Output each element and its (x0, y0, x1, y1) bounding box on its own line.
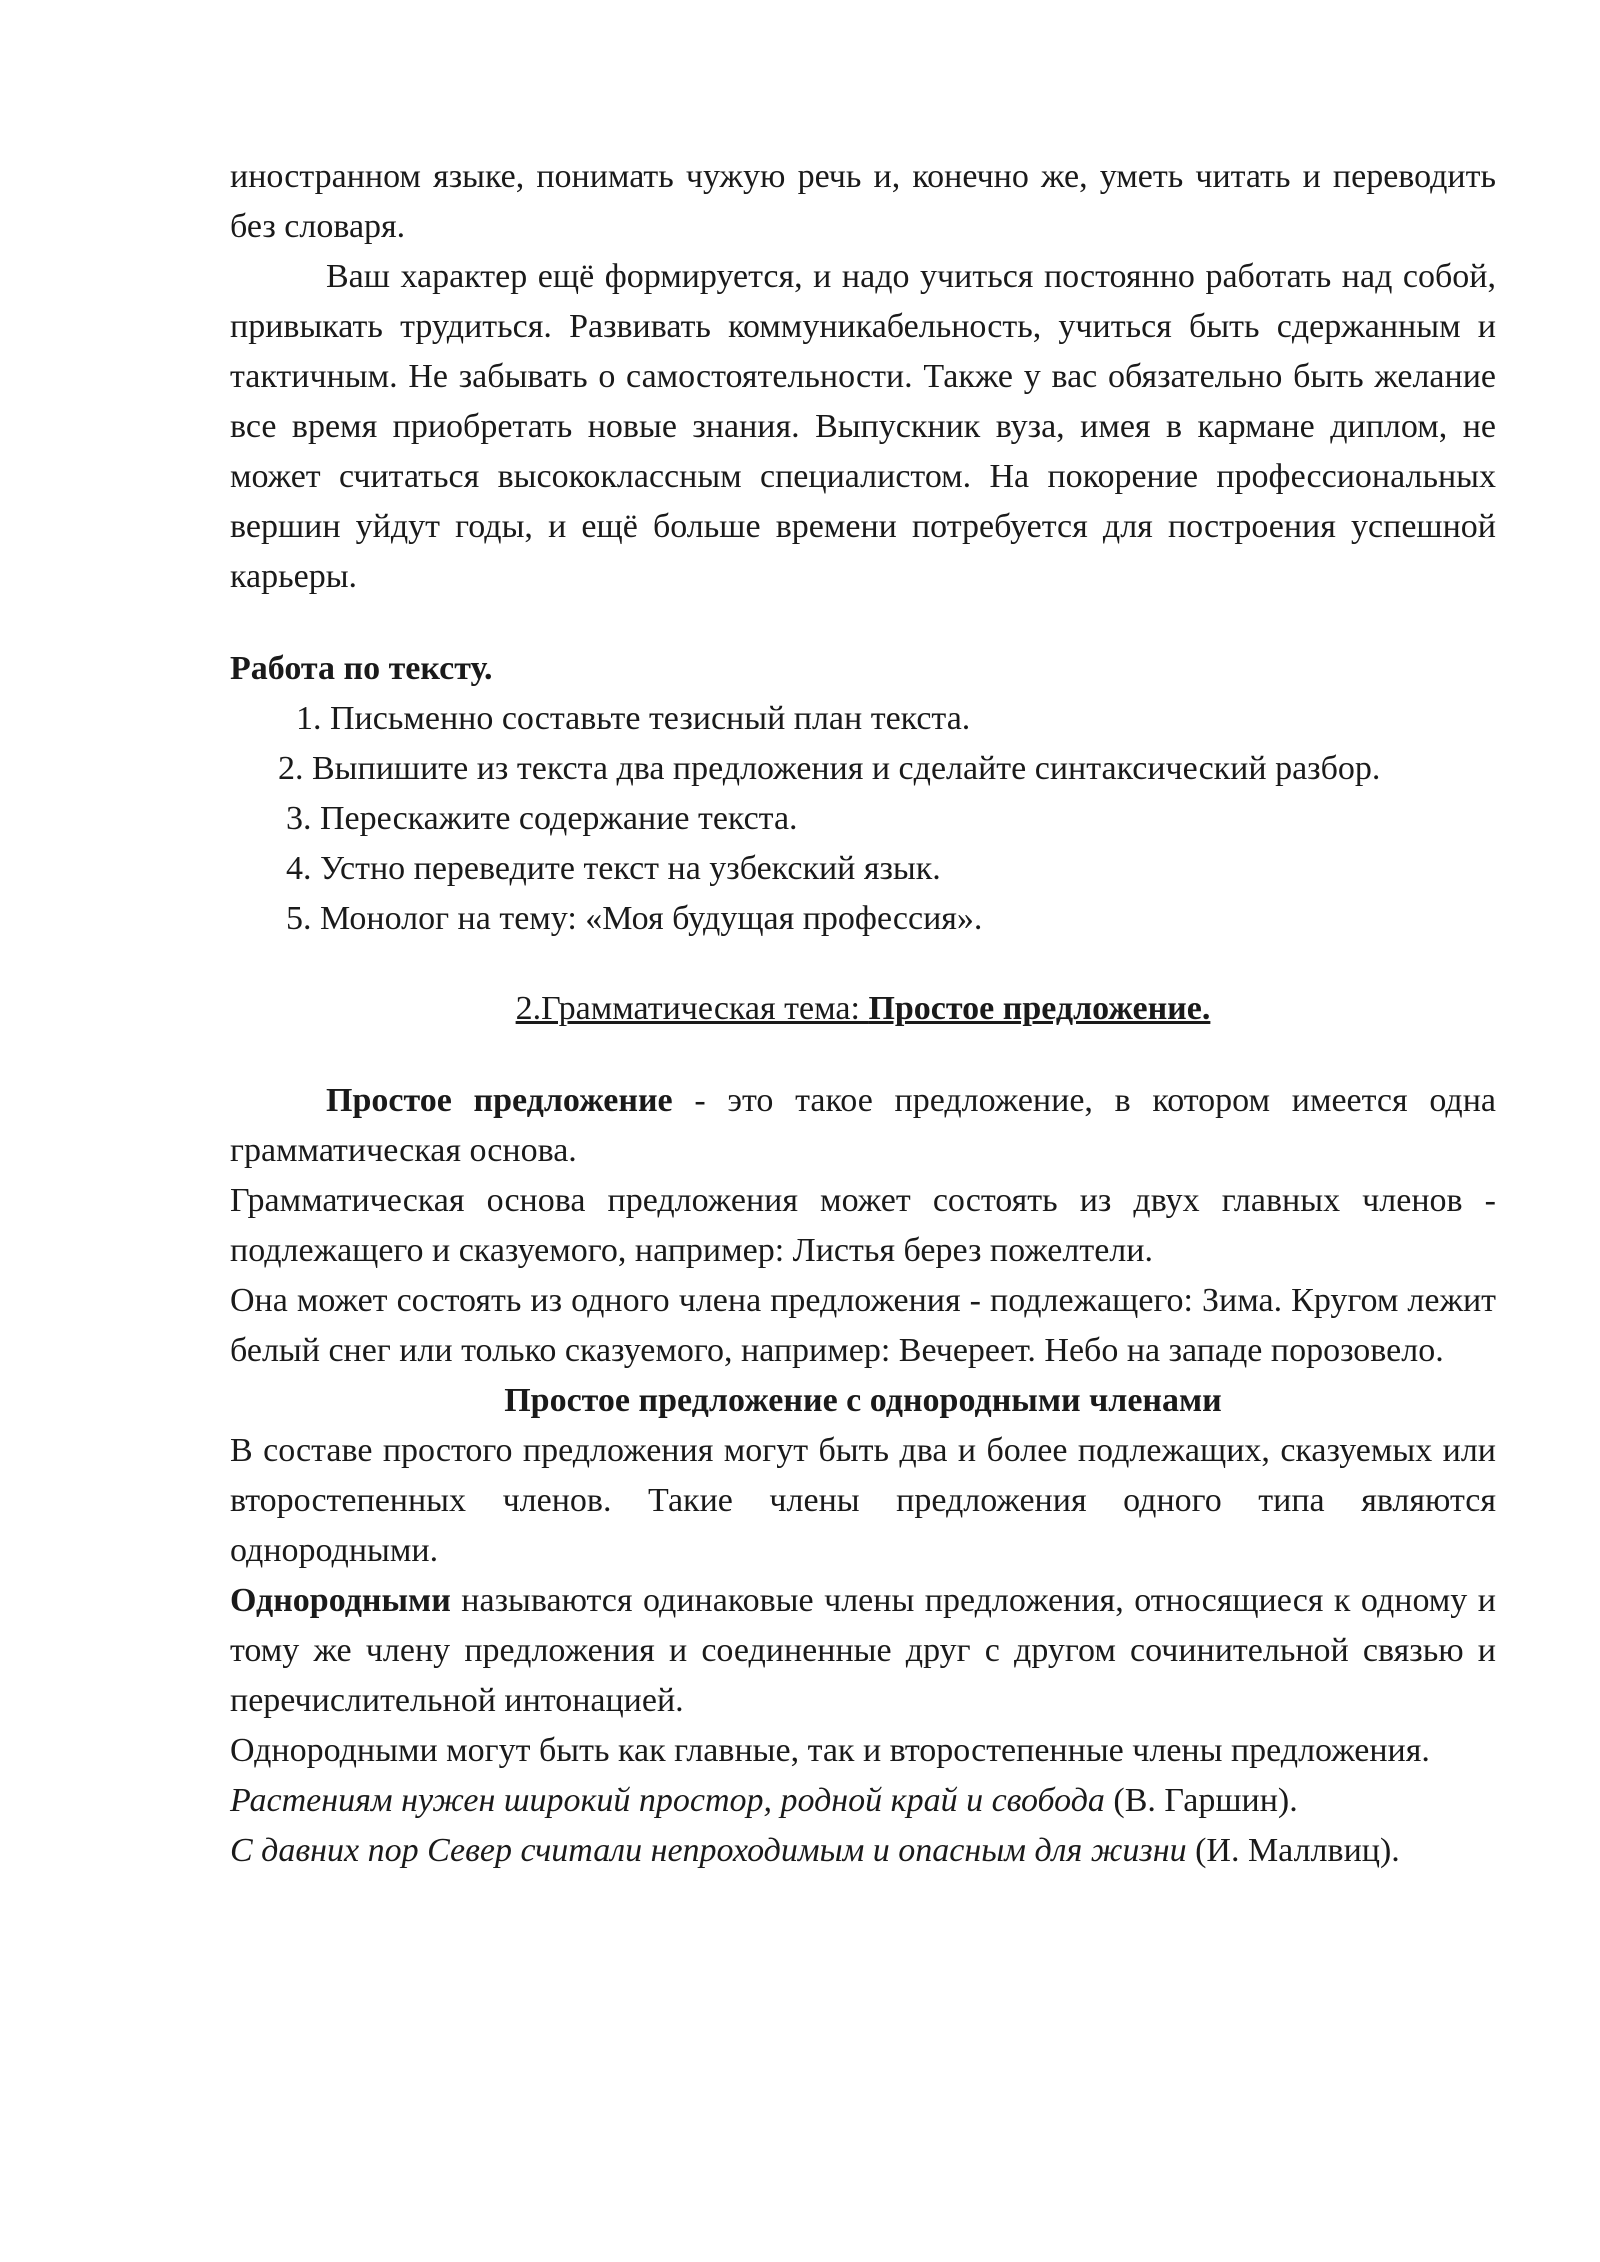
example-garshin-source: (В. Гаршин). (1104, 1782, 1298, 1819)
task-item: 2. Выпишите из текста два предложения и сделайте синтаксический разбор. (278, 750, 1381, 787)
example-garshin-text: Растениям нужен широкий простор, родной край и свобода (230, 1782, 1105, 1819)
example-mallvits-text: С давних пор Север считали непроходимым и опасным для жизни (230, 1832, 1187, 1869)
grammar-topic-title (230, 984, 1496, 1034)
work-heading: Работа по тексту. (230, 650, 493, 687)
definition-text: - это такое предложение, в котором имеется одна грамматическая основа. (230, 1082, 1496, 1169)
paragraph-homogeneous-members: Однородными могут быть как главные, так и второстепенные члены предложения. (230, 1732, 1430, 1769)
example-garshin (230, 1776, 1496, 1826)
definition-term: Простое предложение (326, 1082, 673, 1119)
paragraph-grammar-basis: Грамматическая основа предложения может состоять из двух главных членов - подлежащего и сказуемого, например: Листья берез пожелтели. (230, 1182, 1496, 1269)
simple-sentence-definition (230, 1076, 1496, 1176)
homogeneous-definition-text: называются одинаковые члены предложения, относящиеся к одному и тому же члену предложения и соединенные друг с другом сочинительной связью и перечислительной интонацией. (230, 1582, 1496, 1719)
task-list (230, 694, 1496, 944)
example-mallvits (230, 1826, 1496, 1876)
homogeneous-subheading: Простое предложение с однородными членами (504, 1382, 1222, 1419)
task-item: 4. Устно переведите текст на узбекский язык. (286, 850, 941, 887)
paragraph-homogeneous-intro: В составе простого предложения могут быть два и более подлежащих, сказуемых или второстепенных членов. Такие члены предложения одного типа являются однородными. (230, 1432, 1496, 1569)
example-mallvits-source: (И. Маллвиц). (1186, 1832, 1400, 1869)
grammar-topic-name: Простое предложение. (868, 990, 1211, 1027)
paragraph-character: Ваш характер ещё формируется, и надо учиться постоянно работать над собой, привыкать трудиться. Развивать коммуникабельность, учиться быть сдержанным и тактичным. Не забывать о самостоятельности. Также у вас обязательно быть желание все время приобретать новые знания. Выпускник вуза, имея в кармане диплом, не может считаться высококлассным специалистом. На покорение профессиональных вершин уйдут годы, и ещё больше времени потребуется для построения успешной карьеры. (230, 258, 1496, 595)
page-content (230, 152, 1496, 1876)
paragraph-language-skills: иностранном языке, понимать чужую речь и, конечно же, уметь читать и переводить без словаря. (230, 158, 1496, 245)
grammar-topic-prefix: 2.Грамматическая тема: (515, 990, 869, 1027)
task-item: 1. Письменно составьте тезисный план текста. (296, 700, 971, 737)
paragraph-one-member: Она может состоять из одного члена предложения - подлежащего: Зима. Кругом лежит белый снег или только сказуемого, например: Вечереет. Небо на западе порозовело. (230, 1282, 1496, 1369)
task-item: 5. Монолог на тему: «Моя будущая профессия». (286, 900, 983, 937)
homogeneous-definition (230, 1576, 1496, 1726)
task-item: 3. Перескажите содержание текста. (286, 800, 798, 837)
homogeneous-term: Однородными (230, 1582, 451, 1619)
